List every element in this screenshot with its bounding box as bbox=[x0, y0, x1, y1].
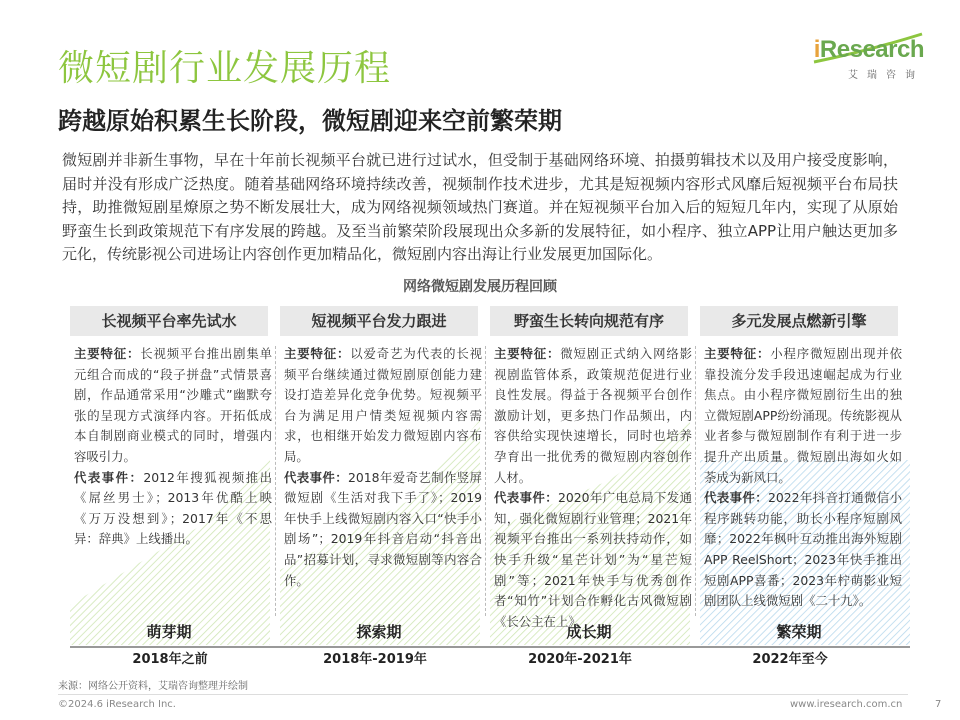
page-title: 微短剧行业发展历程 bbox=[58, 48, 392, 89]
column-divider bbox=[485, 346, 486, 616]
stage-label: 探索期 bbox=[356, 623, 402, 641]
phase-header: 野蛮生长转向规范有序 bbox=[490, 306, 688, 336]
phase-column-3 bbox=[490, 306, 693, 646]
phase-column-4 bbox=[700, 306, 903, 646]
page-subtitle: 跨越原始积累生长阶段，微短剧迎来空前繁荣期 bbox=[58, 107, 562, 135]
intro-paragraph: 微短剧并非新生事物，早在十年前长视频平台就已进行过试水，但受制于基础网络环境、拍摄剪辑技术以及用户接受度影响，届时并没有形成广泛热度。随着基础网络环境持续改善，视频制作技术进步，尤其是短视频内容形式风靡后短视频平台布局扶持，助推微短剧星燎原之势不断发展壮大，成为网络视频领域热门赛道。并在短视频平台加入后的短短几年内，实现了从原始野蛮生长到政策规范下有序发展的跨越。及至当前繁荣阶段展现出众多新的发展特征，如小程序、独立APP让用户触达更加多元化，传统影视公司进场让内容创作更加精品化，微短剧内容出海让行业发展更加国际化。 bbox=[62, 151, 898, 263]
stage-label: 萌芽期 bbox=[146, 623, 192, 641]
phase-column-2 bbox=[280, 306, 483, 646]
period-label: 2022年至今 bbox=[752, 652, 828, 667]
footer-divider bbox=[58, 694, 908, 695]
logo-cn-text: 艾瑞咨询 bbox=[848, 70, 924, 81]
column-divider bbox=[695, 346, 696, 616]
copyright-text: ©2024.6 iResearch Inc. bbox=[58, 699, 176, 710]
period-label: 2020年-2021年 bbox=[528, 652, 632, 667]
phases-container bbox=[70, 306, 910, 646]
stage-label: 成长期 bbox=[566, 623, 612, 641]
website-link[interactable]: www.iresearch.com.cn bbox=[790, 699, 903, 710]
iresearch-logo bbox=[804, 36, 924, 86]
phase-body: 主要特征：小程序微短剧出现并依靠投流分发手段迅速崛起成为行业焦点。由小程序微短剧衍生出的独立微短剧APP纷纷涌现。传统影视从业者参与微短剧制作有利于进一步提升产出质量。微短剧出海如火如荼成为新风口。 代表事件：2022年抖音打通微信小程序跳转功能，助长小程序短剧风靡；2022年枫叶互动推出海外短剧APP ReelShort；2023年快手推出短剧APP喜番；2023年柠萌影业短剧团队上线微短剧《二十九》。 bbox=[704, 346, 903, 609]
phase-body: 主要特征：以爱奇艺为代表的长视频平台继续通过微短剧原创能力建设打造差异化竞争优势。短视频平台为满足用户情类短视频内容需求，也相继开始发力微短剧内容布局。 代表事件：2018年爱奇艺制作竖屏微短剧《生活对我下手了》；2019年快手上线微短剧内容入口“快手小剧场”；2019年抖音启动“抖音出品”招募计划，寻求微短剧等内容合作。 bbox=[284, 346, 483, 588]
phase-header: 短视频平台发力跟进 bbox=[280, 306, 478, 336]
phase-header: 长视频平台率先试水 bbox=[70, 306, 268, 336]
phase-column-1 bbox=[70, 306, 273, 646]
column-divider bbox=[275, 346, 276, 616]
phase-body: 主要特征：长视频平台推出剧集单元组合而成的“段子拼盘”式情景喜剧，作品通常采用“沙雕式”幽默夸张的呈现方式演绎内容。开拓低成本自制剧商业模式的同时，增强内容吸引力。 代表事件：2012年搜狐视频推出《屌丝男士》；2013年优酷上映《万万没想到》；2017年《不思异：辞典》上线播出。 bbox=[74, 346, 273, 547]
logo-wordmark: iResearch bbox=[813, 36, 924, 63]
page-number: 7 bbox=[935, 699, 942, 710]
period-label: 2018年-2019年 bbox=[323, 652, 427, 667]
phase-body: 主要特征：微短剧正式纳入网络影视剧监管体系，政策规范促进行业良性发展。得益于各视频平台创作激励计划，更多热门作品频出，内容供给实现快速增长，同时也培养孕育出一批优秀的微短剧内容创作人材。 代表事件：2020年广电总局下发通知，强化微短剧行业管理；2021年视频平台推出一系列扶持动作，如快手升级“星芒计划”为“星芒短剧”等；2021年快手与优秀创作者“知竹”计划合作孵化古风微短剧《长公主在上》。 bbox=[494, 346, 693, 629]
section-title: 网络微短剧发展历程回顾 bbox=[403, 279, 557, 295]
phase-header: 多元发展点燃新引擎 bbox=[700, 306, 898, 336]
stage-label: 繁荣期 bbox=[776, 623, 822, 641]
source-note: 来源：网络公开资料，艾瑞咨询整理并绘制 bbox=[58, 681, 248, 692]
period-label: 2018年之前 bbox=[132, 652, 208, 667]
